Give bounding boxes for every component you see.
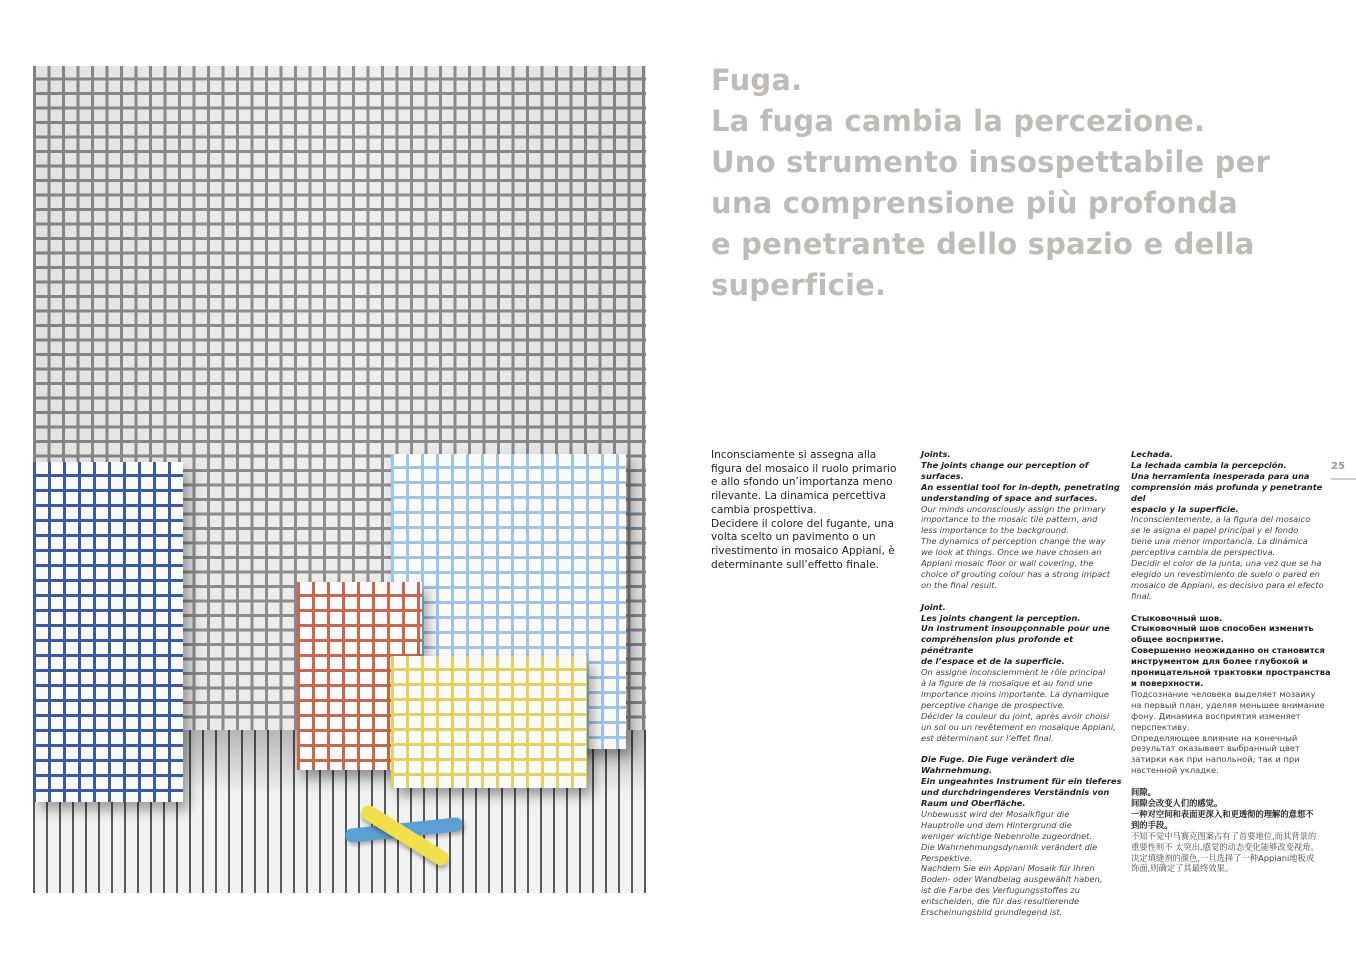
german-heading-line: Ein ungeahntes Instrument für ein tieferes — [921, 776, 1122, 787]
russian-text-line: фону. Динамика восприятия изменяет — [1131, 710, 1301, 721]
spanish-text-line: final. — [1131, 590, 1152, 601]
italian-body — [711, 449, 909, 572]
french-text-line: On assigne inconsciemment le rôle principal — [921, 667, 1106, 678]
russian-heading-line: Совершенно неожиданно он становится — [1131, 645, 1325, 656]
chinese-heading-line: 到的手段。 — [1131, 819, 1173, 830]
german-text-line: Unbewusst wird der Mosaikfigur die — [921, 808, 1070, 819]
spanish-heading-line: Una herramienta inesperada para una — [1131, 470, 1310, 481]
russian-text-line: затирки как при напольной, так и при — [1131, 754, 1300, 765]
body-line: determinante sull’effetto finale. — [711, 558, 879, 571]
russian-text-line: на первый план, уделяя меньшее внимание — [1131, 699, 1325, 710]
headline — [711, 60, 1311, 306]
body-line: e allo sfondo un’importanza meno — [711, 476, 893, 489]
french-heading-line: Joint. — [921, 601, 946, 612]
body-line: Inconsciamente si assegna alla — [711, 449, 877, 461]
english-heading-line: The joints change our perception of surfaces. — [921, 459, 1089, 481]
french-text-line: perceptive change de prospective. — [921, 699, 1066, 710]
french-text-line: est déterminant sur l’effet final. — [921, 732, 1054, 743]
russian-heading-line: Стыковочный шов способен изменить — [1131, 623, 1314, 634]
german-heading-line: Wahrnehmung. — [921, 765, 993, 776]
russian-heading-line: и поверхности. — [1131, 678, 1204, 689]
german-text-line: Die Wahrnehmungsdynamik verändert die — [921, 841, 1098, 852]
spanish-block — [1131, 449, 1337, 602]
russian-heading-line: Стыковочный шов. — [1131, 612, 1223, 623]
body-line: volta scelto un pavimento o un — [711, 531, 876, 544]
headline-line: Uno strumento insospettabile per — [711, 145, 1270, 179]
english-heading-line: understanding of space and surfaces. — [921, 492, 1098, 503]
english-block — [921, 449, 1127, 591]
body-line: Decidere il colore del fugante, una — [711, 517, 894, 530]
spanish-text-line: Inconscientemente, a la figura del mosaico — [1131, 514, 1311, 525]
translations-column-2 — [1131, 449, 1337, 885]
french-text-line: importance moins importante. La dynamique — [921, 688, 1109, 699]
german-text-line: weniger wichtige Nebenrolle zugeordnet. — [921, 830, 1093, 841]
chinese-heading-line: 间隙。 — [1131, 787, 1156, 798]
english-text-line: on the final result. — [921, 579, 998, 590]
spanish-heading-line: espacio y la superficie. — [1131, 503, 1239, 514]
german-text-line: Boden- oder Wandbelag ausgewählt haben, — [921, 874, 1103, 885]
french-block — [921, 602, 1127, 744]
chinese-text-line: 决定填缝剂的颜色,一旦选择了一种Appiani地板或 — [1131, 852, 1315, 863]
russian-heading-line: проницательной трактовки пространства — [1131, 667, 1331, 678]
german-block — [921, 754, 1127, 918]
french-text-line: Décider la couleur du joint, après avoir choisi — [921, 710, 1110, 721]
german-heading-line: Raum und Oberfläche. — [921, 797, 1026, 808]
spanish-heading-line: Lechada. — [1131, 449, 1174, 459]
body-line: figura del mosaico il ruolo primario — [711, 462, 897, 475]
french-heading-line: de l’espace et de la superficie. — [921, 656, 1065, 667]
headline-line: e penetrante dello spazio e della — [711, 227, 1255, 261]
german-text-line: Nachdem Sie ein Appiani Mosaik für Ihren — [921, 863, 1095, 874]
english-text-line: Appiani mosaic floor or wall covering, the — [921, 558, 1094, 569]
german-text-line: entscheiden, die für das resultierende — [921, 896, 1080, 907]
russian-text-line: результат оказывает выбранный цвет — [1131, 743, 1300, 754]
blue-grout-panel — [33, 462, 183, 802]
english-text-line: choice of grouting colour has a strong impact — [921, 568, 1111, 579]
german-text-line: Perspektive. — [921, 852, 973, 863]
german-text-line: ist die Farbe des Verfugungsstoffes zu — [921, 885, 1081, 896]
russian-heading-line: общее восприятие. — [1131, 634, 1224, 645]
german-heading-line: und durchdringenderes Verständnis von — [921, 787, 1110, 798]
body-line: rilevante. La dinamica percettiva — [711, 490, 886, 503]
spanish-text-line: se le asigna el papel principal y el fondo — [1131, 525, 1299, 536]
spanish-heading-line: comprensión más profunda y penetrante del — [1131, 481, 1323, 503]
english-text-line: Our minds unconsciously assign the primary — [921, 503, 1106, 514]
chinese-heading-line: 一种对空间和表面更深入和更透彻的理解的意想不 — [1131, 808, 1314, 819]
german-text-line: Erscheinungsbild grundlegend ist. — [921, 907, 1063, 918]
german-heading-line: Die Fuge. Die Fuge verändert die — [921, 754, 1075, 765]
body-line: cambia prospettiva. — [711, 503, 817, 516]
headline-line: La fuga cambia la percezione. — [711, 104, 1206, 138]
russian-text-line: Подсознание человека выделяет мозаику — [1131, 688, 1316, 699]
english-heading-line: An essential tool for in-depth, penetrating — [921, 481, 1120, 492]
page-number-rule — [1331, 478, 1356, 480]
russian-heading-line: инструментом для более глубокой и — [1131, 656, 1308, 667]
headline-line: Fuga. — [711, 63, 803, 97]
chinese-text-line: 不知不觉中马赛克图案占有了首要地位,而其背景的 — [1131, 830, 1317, 841]
english-text-line: The dynamics of perception change the way — [921, 536, 1106, 547]
chinese-text-line: 重要性则不 太突出,感觉的动态变化能够改变视角。 — [1131, 841, 1319, 852]
russian-text-line: перспективу. — [1131, 721, 1190, 732]
french-text-line: un sol ou un revêtement en mosaïque Appiani, — [921, 721, 1116, 732]
spanish-heading-line: La lechada cambia la percepción. — [1131, 459, 1287, 470]
translations-column-1 — [921, 449, 1127, 929]
french-heading-line: compréhension plus profonde et pénétrante — [921, 634, 1074, 656]
spanish-text-line: Decidir el color de la junta, una vez que se ha — [1131, 558, 1322, 569]
body-line: rivestimento in mosaico Appiani, è — [711, 544, 895, 557]
english-text-line: we look at things. Once we have chosen an — [921, 547, 1102, 558]
mosaic-photo — [33, 66, 646, 893]
french-heading-line: Les joints changent la perception. — [921, 612, 1081, 623]
chinese-block — [1131, 787, 1337, 874]
russian-text-line: настенной укладке. — [1131, 765, 1219, 776]
chinese-text-line: 饰面,则确定了其最终效果。 — [1131, 863, 1234, 874]
french-text-line: à la figure de la mosaïque et au fond une — [921, 678, 1093, 689]
yellow-grout-panel — [391, 656, 587, 788]
headline-line: una comprensione più profonda — [711, 186, 1238, 220]
english-text-line: importance to the mosaic tile pattern, and — [921, 514, 1098, 525]
french-heading-line: Un instrument insoupçonnable pour une — [921, 623, 1110, 634]
english-heading-line: Joints. — [921, 449, 951, 459]
german-text-line: Hauptrolle und dem Hintergrund die — [921, 819, 1072, 830]
spanish-text-line: perceptiva cambia de perspectiva. — [1131, 547, 1276, 558]
page-number: 25 — [1331, 461, 1345, 472]
russian-text-line: Определяющее влияние на конечный — [1131, 732, 1298, 743]
spanish-text-line: mosaico de Appiani, es decisivo para el efecto — [1131, 579, 1324, 590]
spanish-text-line: elegido un revestimiento de suelo o pared en — [1131, 568, 1320, 579]
spanish-text-line: tiene una menor importancia. La dinámica — [1131, 536, 1308, 547]
english-text-line: less importance to the background. — [921, 525, 1069, 536]
russian-block — [1131, 613, 1337, 777]
headline-line: superficie. — [711, 268, 887, 302]
chinese-heading-line: 间隙会改变人们的感觉。 — [1131, 797, 1223, 808]
